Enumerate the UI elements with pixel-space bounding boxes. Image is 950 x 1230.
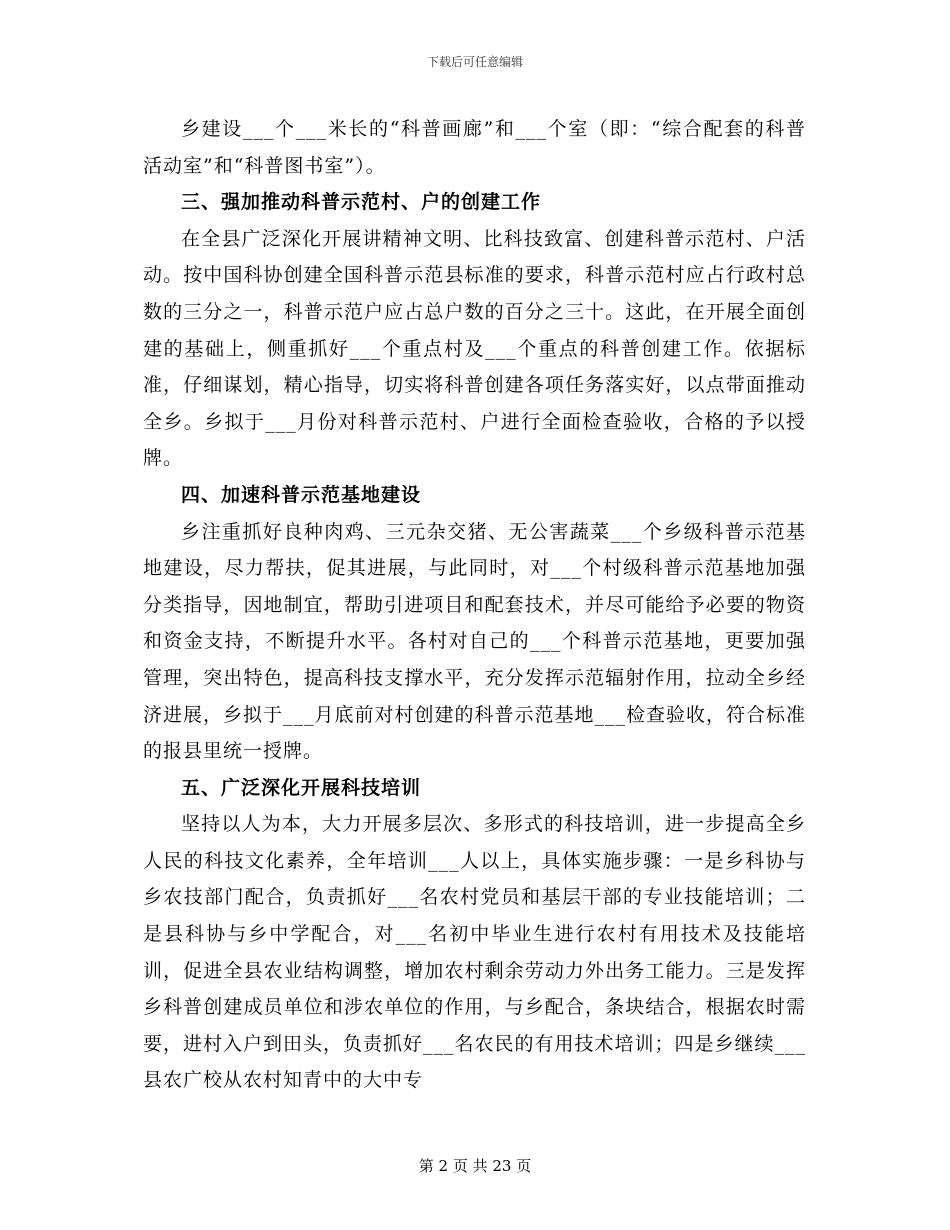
page-header: 下载后可任意编辑 [426,55,523,69]
paragraph-continued: 乡建设___个___米长的“科普画廊”和___个室（即：“综合配套的科普活动室”和“科普图书室”）。 [143,118,806,177]
document-body [143,111,806,1099]
paragraph-section-4: 乡注重抓好良种肉鸡、三元杂交猪、无公害蔬菜___个乡级科普示范基地建设，尽力帮扶，促其进展，与此同时，对___个村级科普示范基地加强分类指导，因地制宜，帮助引进项目和配套技术，并尽可能给予必要的物资和资金支持，不断提升水平。各村对自己的___个科普示范基地，更要加强管理，突出特色，提高科技支撑水平，充分发挥示范辐射作用，拉动全乡经济进展，乡拟于___月底前对村创建的科普示范基地___检查验收，符合标准的报县里统一授牌。 [143,520,807,763]
section-heading-3: 三、强加推动科普示范村、户的创建工作 [181,191,542,214]
section-heading-5: 五、广泛深化开展科技培训 [181,776,422,799]
paragraph-section-3: 在全县广泛深化开展讲精神文明、比科技致富、创建科普示范村、户活动。按中国科协创建全国科普示范县标准的要求，科普示范村应占行政村总数的三分之一，科普示范户应占总户数的百分之三十。这此，在开展全面创建的基础上，侧重抓好___个重点村及___个重点的科普创建工作。依据标准，仔细谋划，精心指导，切实将科普创建各项任务落实好，以点带面推动全乡。乡拟于___月份对科普示范村、户进行全面检查验收，合格的予以授牌。 [143,227,806,470]
page-number: 第 2 页 共 23 页 [418,1157,532,1175]
paragraph-section-5: 坚持以人为本，大力开展多层次、多形式的科技培训，进一步提高全乡人民的科技文化素养，全年培训___人以上，具体实施步骤：一是乡科协与乡农技部门配合，负责抓好___名农村党员和基层干部的专业技能培训；二是县科协与乡中学配合，对___名初中毕业生进行农村有用技术及技能培训，促进全县农业结构调整，增加农村剩余劳动力外出务工能力。三是发挥乡科普创建成员单位和涉农单位的作用，与乡配合，条块结合，根据农时需要，进村入户到田头，负责抓好___名农民的有用技术培训；四是乡继续___县农广校从农村知青中的大中专 [143,813,807,1092]
section-heading-4: 四、加速科普示范基地建设 [181,483,422,506]
